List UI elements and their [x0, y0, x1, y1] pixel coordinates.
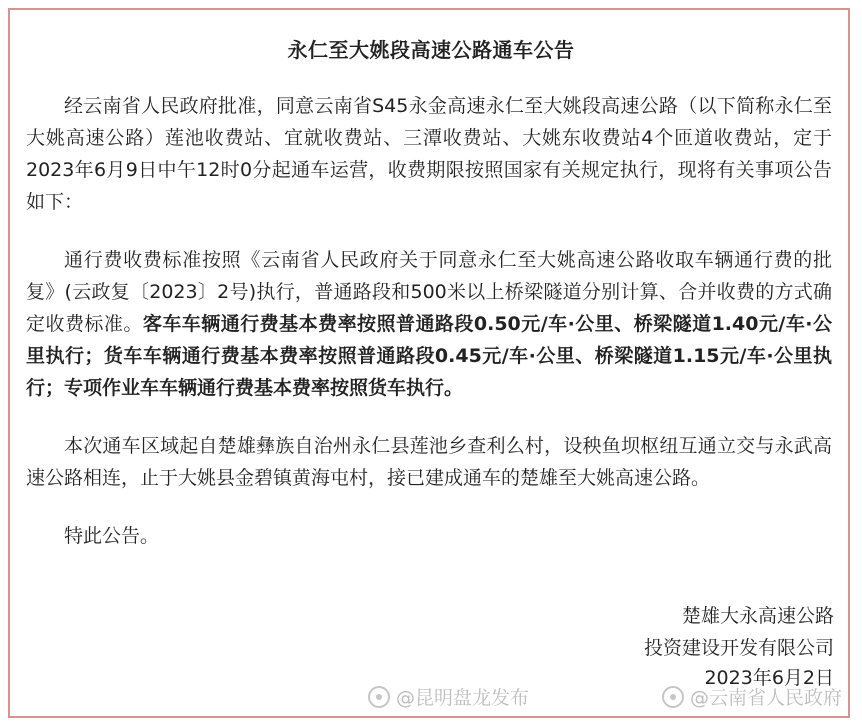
- toll-rates-bold: 客车车辆通行费基本费率按照普通路段0.50元/车·公里、桥梁隧道1.40元/车·公里执行；货车车辆通行费基本费率按照普通路段0.45元/车·公里、桥梁隧道1.15元/车·公里执行；专项作业车车辆通行费基本费率按照货车执行。: [26, 313, 832, 399]
- signature-date: 2023年6月2日: [704, 667, 834, 689]
- paragraph-closing: 特此公告。: [64, 525, 160, 547]
- watermark-left: [368, 683, 529, 710]
- watermark-left-text: @昆明盘龙发布: [396, 687, 530, 709]
- announcement-body: [26, 90, 832, 552]
- watermark-right-text: @云南省人民政府: [690, 687, 843, 709]
- paragraph-route: 本次通车区域起自楚雄彝族自治州永仁县莲池乡查利么村，设秧鱼坝枢纽互通立交与永武高速公路相连，止于大姚县金碧镇黄海屯村，接已建成通车的楚雄至大姚高速公路。: [26, 435, 832, 489]
- weibo-icon: [662, 686, 684, 708]
- paragraph-approval: 经云南省人民政府批准，同意云南省S45永金高速永仁至大姚段高速公路（以下简称永仁至大姚高速公路）莲池收费站、宜就收费站、三潭收费站、大姚东收费站4个匝道收费站，定于2023年6月9日中午12时0分起通车运营，收费期限按照国家有关规定执行，现将有关事项公告如下：: [26, 95, 832, 213]
- signature-company-line1: 楚雄大永高速公路: [681, 605, 834, 627]
- page-title: 永仁至大姚段高速公路通车公告: [287, 38, 575, 62]
- watermark-right: [662, 683, 842, 710]
- weibo-icon: [368, 686, 390, 708]
- signature-company-line2: 投资建设开发有限公司: [643, 637, 834, 659]
- toll-standard-text: 通行费收费标准按照《云南省人民政府关于同意永仁至大姚高速公路收取车辆通行费的批复》(云政复〔2023〕2号)执行，普通路段和500米以上桥梁隧道分别计算、合并收费的方式确定收费标准。: [26, 249, 832, 335]
- paragraph-toll-standard: [26, 244, 832, 404]
